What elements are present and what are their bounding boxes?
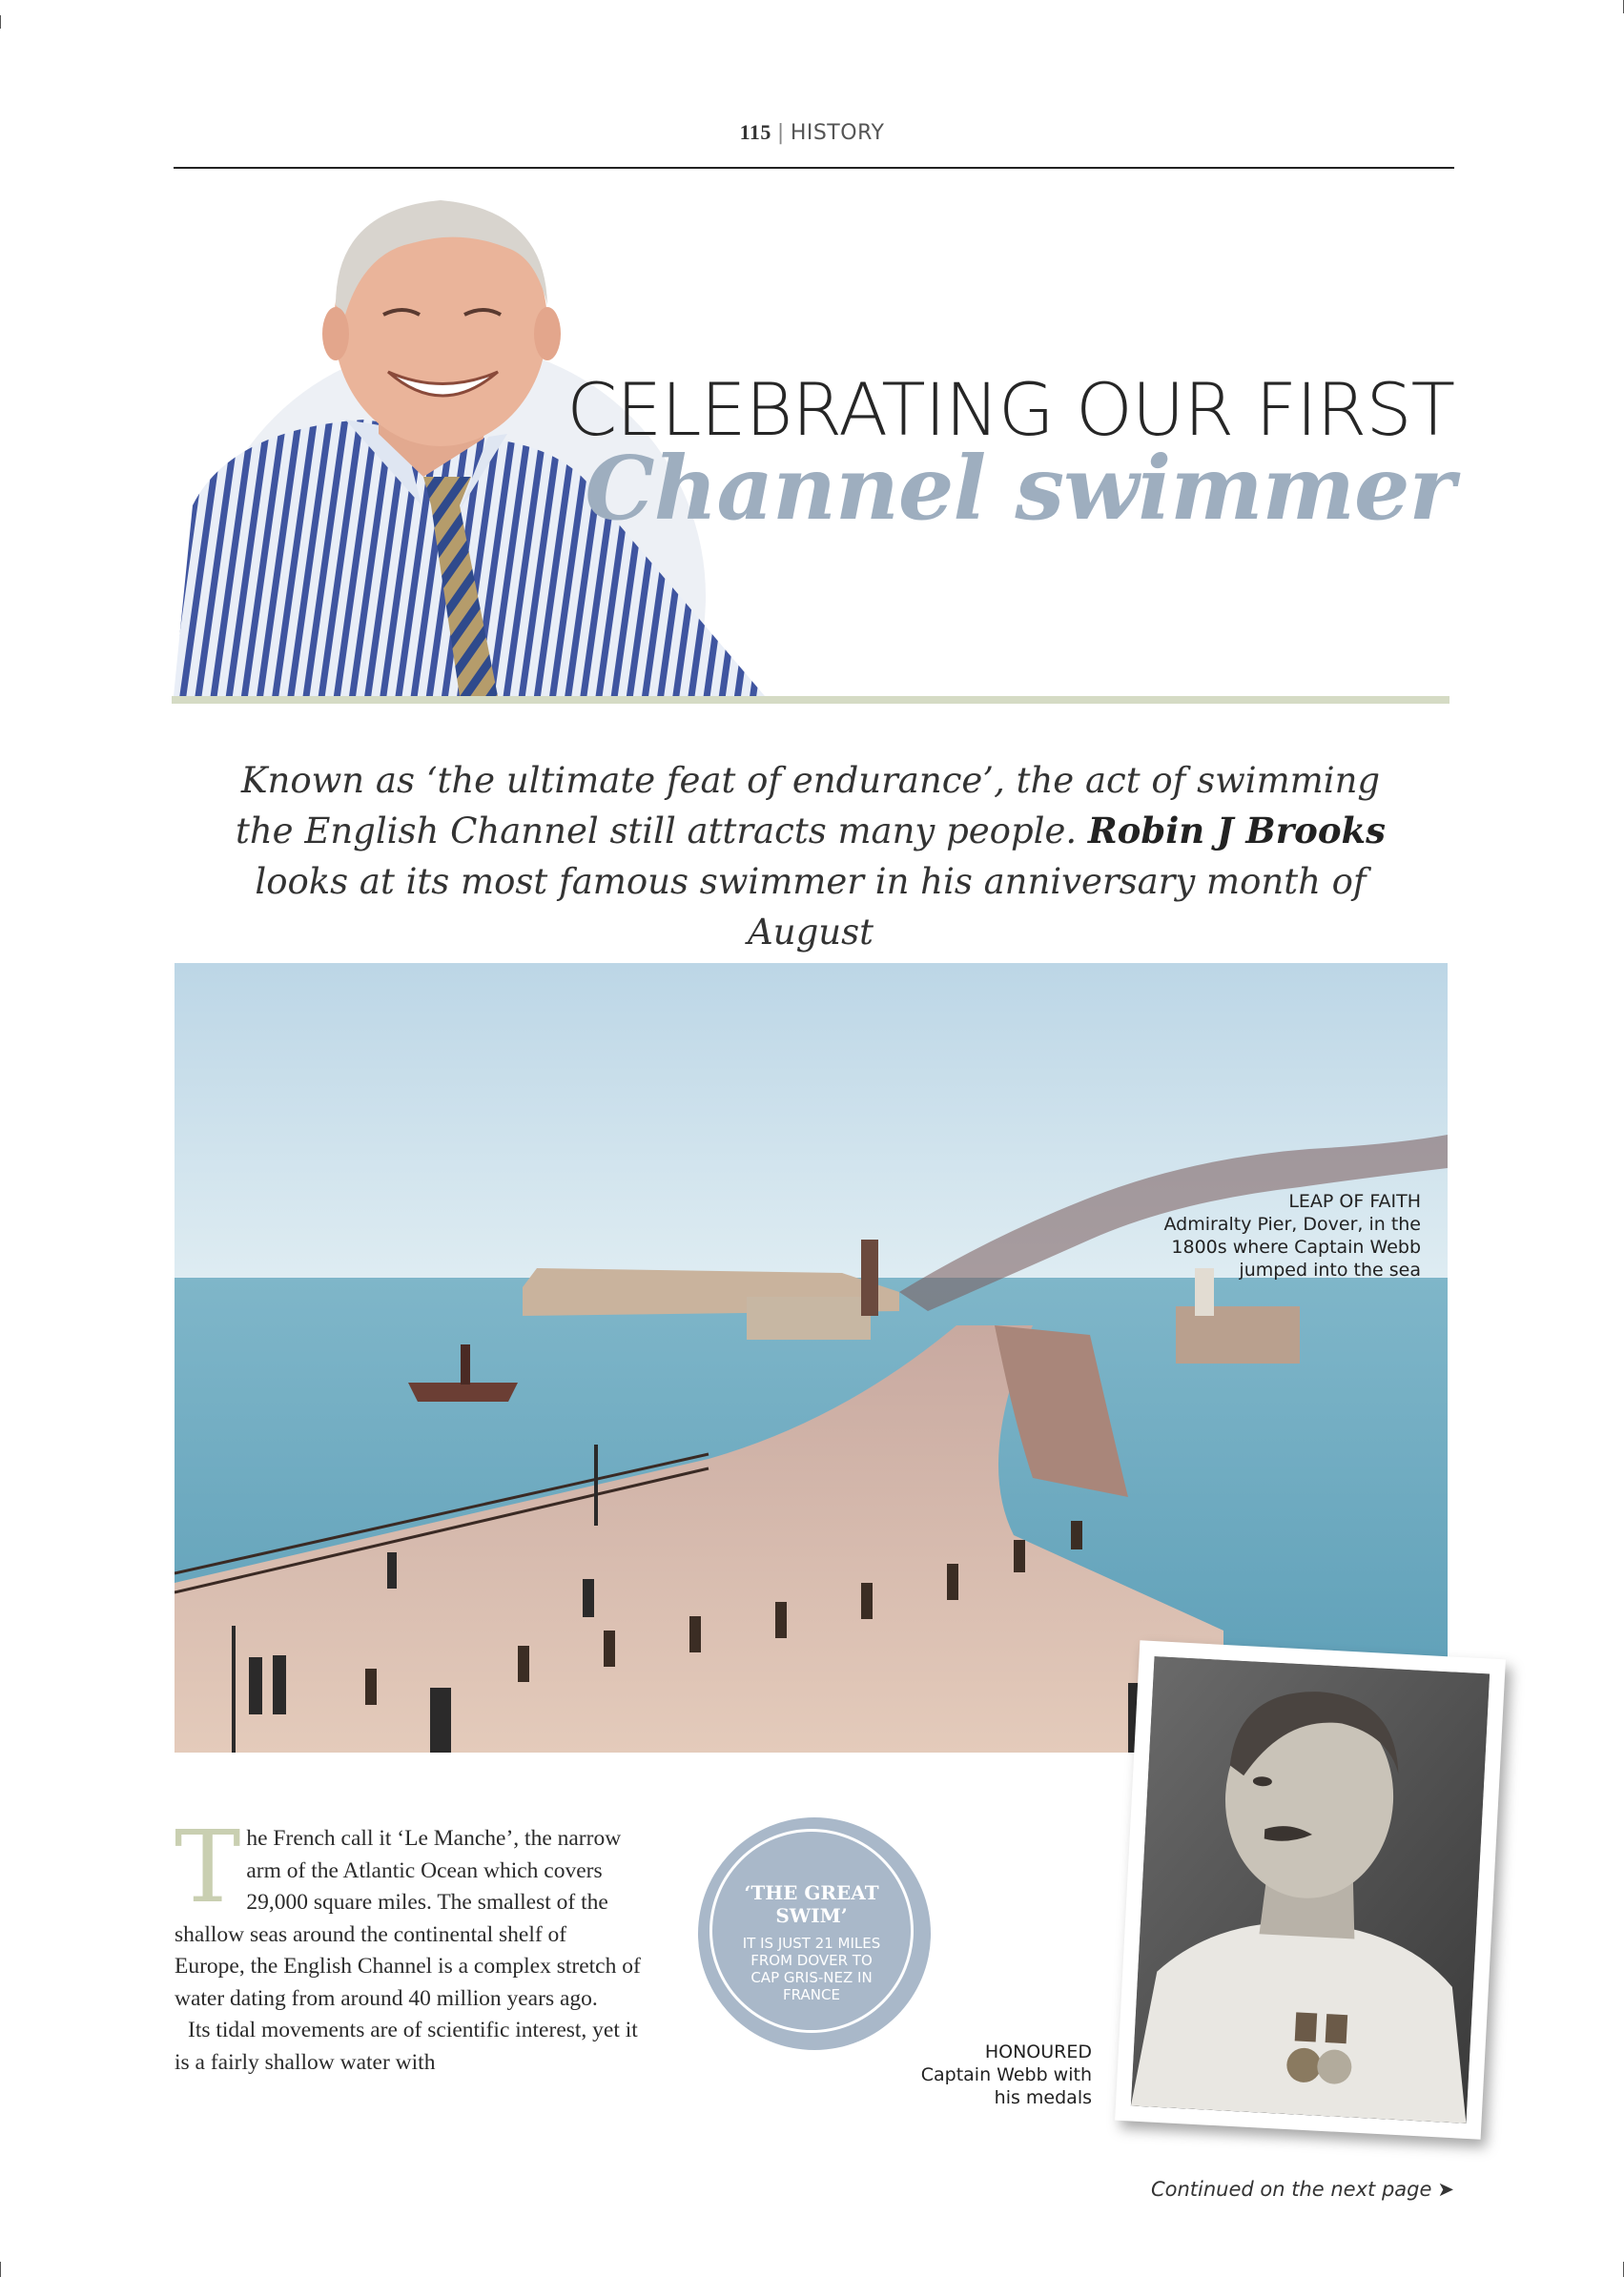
headline-rule — [172, 696, 1449, 704]
pullquote-badge — [698, 1817, 931, 2050]
header-separator: | — [776, 121, 785, 145]
drop-cap: T — [175, 1809, 241, 1925]
section-name: HISTORY — [790, 121, 885, 145]
pullquote-text: IT IS JUST 21 MILES FROM DOVER TO CAP GRIS-NEZ IN FRANCE — [742, 1935, 881, 2003]
photo-caption — [1135, 1190, 1421, 1282]
captain-webb-photo-frame — [1131, 1656, 1490, 2123]
standfirst — [229, 755, 1392, 957]
portrait-caption-title: HONOURED — [984, 2041, 1092, 2062]
portrait-caption — [915, 2041, 1092, 2109]
pier-photograph-illustration — [175, 963, 1448, 1753]
captain-webb-photo — [1115, 1640, 1506, 2139]
standfirst-text-1: Known as ‘the ultimate feat of endurance’, the act of swimming the English Channel still attracts many people. — [235, 760, 1381, 851]
page-number: 115 — [739, 120, 771, 144]
page-header — [0, 120, 1624, 145]
captain-webb-illustration — [1131, 1656, 1490, 2123]
body-paragraph-1-text: he French call it ‘Le Manche’, the narrow arm of the Atlantic Ocean which covers 29,000 square miles. The smallest of the shallow seas around the continental shelf of Europe, the English Channel is a complex stretch of water dating from around 40 million years ago. — [175, 1826, 641, 2011]
pullquote-heading: ‘THE GREAT SWIM’ — [744, 1881, 879, 1927]
crop-mark — [0, 2262, 1, 2277]
pullquote-inner-ring — [709, 1829, 914, 2033]
crop-mark — [0, 15, 1, 29]
photo-caption-title: LEAP OF FAITH — [1288, 1191, 1421, 1212]
continued-link[interactable] — [1151, 2178, 1454, 2201]
body-paragraph-1 — [175, 1809, 642, 2015]
standfirst-text-2: looks at its most famous swimmer in his anniversary month of August — [255, 861, 1367, 953]
photo-caption-text: Admiralty Pier, Dover, in the 1800s where Captain Webb jumped into the sea — [1163, 1214, 1421, 1281]
standfirst-author: Robin J Brooks — [1087, 810, 1387, 851]
portrait-caption-text: Captain Webb with his medals — [920, 2064, 1092, 2108]
headline-line-1: CELEBRATING OUR FIRST — [566, 367, 1454, 452]
headline-line-2: Channel swimmer — [585, 437, 1454, 540]
article-body — [175, 1809, 642, 2079]
pier-photograph — [175, 963, 1448, 1753]
body-paragraph-2: Its tidal movements are of scientific interest, yet it is a fairly shallow water with — [175, 2018, 638, 2075]
continued-text: Continued on the next page — [1150, 2178, 1432, 2201]
arrow-right-icon: ➤ — [1437, 2178, 1454, 2201]
header-rule — [174, 167, 1454, 169]
